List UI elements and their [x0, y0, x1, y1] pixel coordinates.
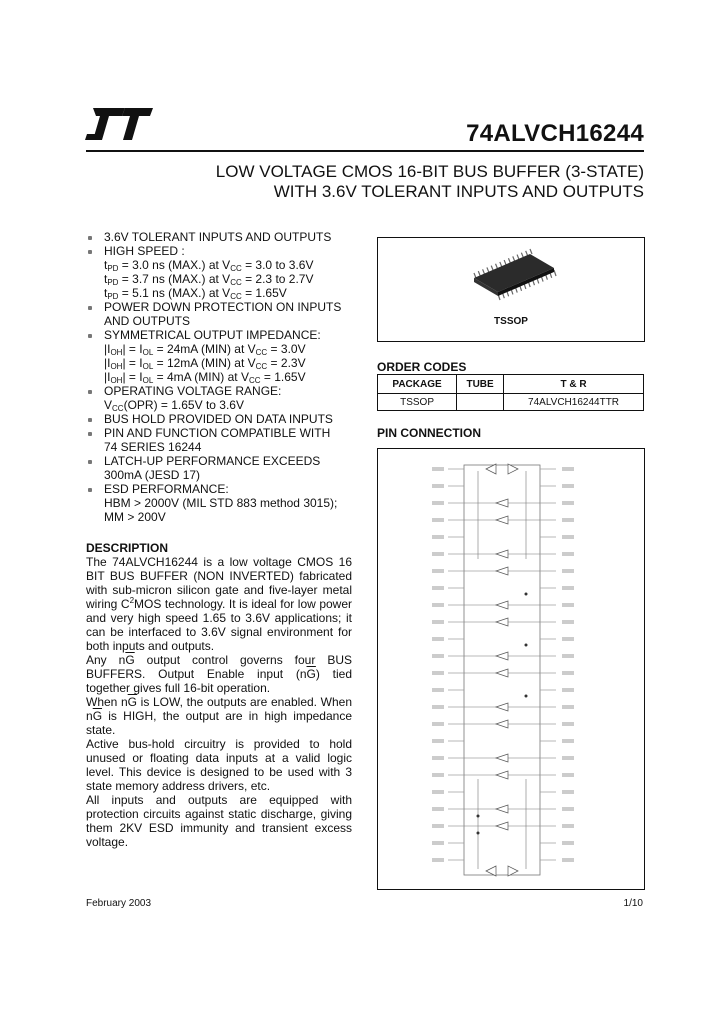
- bullet-icon: [88, 236, 92, 240]
- buffer-symbol: [496, 567, 508, 575]
- pin-label-mark: [432, 807, 444, 811]
- pin-label-mark: [562, 705, 574, 709]
- pin-label-mark: [562, 535, 574, 539]
- pin-label-mark: [562, 552, 574, 556]
- junction-dot: [477, 832, 480, 835]
- enable-buffer: [486, 866, 496, 876]
- pin-label-mark: [432, 739, 444, 743]
- description-heading: DESCRIPTION: [86, 541, 169, 555]
- pin-label-mark: [562, 637, 574, 641]
- pin-label-mark: [432, 603, 444, 607]
- pin-label-mark: [432, 688, 444, 692]
- pin-label-mark: [562, 671, 574, 675]
- bullet-icon: [88, 250, 92, 254]
- feature-item: 3.6V TOLERANT INPUTS AND OUTPUTS: [88, 230, 358, 244]
- subtitle-line-1: LOW VOLTAGE CMOS 16-BIT BUS BUFFER (3-STATE): [215, 162, 644, 181]
- pin-label-mark: [432, 620, 444, 624]
- st-logo: [85, 104, 155, 144]
- pin-label-mark: [562, 688, 574, 692]
- pin-label-mark: [432, 552, 444, 556]
- feature-item: POWER DOWN PROTECTION ON INPUTS AND OUTPUTS: [88, 300, 358, 328]
- pin-label-mark: [562, 841, 574, 845]
- speed-spec: $t_{PD} = 3.7$ ns (MAX.) at $V_{CC} = 2.3$ to 2.7V: [104, 272, 314, 287]
- pin-label-mark: [432, 654, 444, 658]
- impedance-spec: $|I_{OH}| = I_{OL} = 12mA$ (MIN) at $V_{CC} = 2.3V$: [104, 356, 306, 371]
- bullet-icon: [88, 390, 92, 394]
- pin-label-mark: [562, 518, 574, 522]
- buffer-symbol: [496, 601, 508, 609]
- features-list: [88, 230, 358, 524]
- pin-label-mark: [562, 484, 574, 488]
- feature-item: HIGH SPEED : $t_{PD} = 3.0$ ns (MAX.) at $V_{CC} = 3.0$ to 3.6V $t_{PD} = 3.7$ ns (MAX.) at $V_{CC} = 2.3$ to 2.7V $t_{PD} = 5.1$ ns (MAX.) at $V_{CC} = 1.65V$: [88, 244, 358, 300]
- bullet-icon: [88, 306, 92, 310]
- chip-outline: [464, 465, 540, 875]
- junction-dot: [525, 593, 528, 596]
- pin-label-mark: [432, 790, 444, 794]
- enable-buffer: [508, 866, 518, 876]
- junction-dot: [477, 815, 480, 818]
- pin-connection-diagram: [378, 449, 644, 889]
- junction-dot: [525, 644, 528, 647]
- footer-date: February 2003: [86, 898, 152, 909]
- buffer-symbol: [496, 618, 508, 626]
- table-header-row: PACKAGE TUBE T & R: [378, 375, 644, 394]
- buffer-symbol: [496, 703, 508, 711]
- speed-spec: $t_{PD} = 3.0$ ns (MAX.) at $V_{CC} = 3.0$ to 3.6V: [104, 258, 314, 273]
- pin-label-mark: [562, 501, 574, 505]
- header-rule: [86, 150, 644, 152]
- pin-label-mark: [432, 569, 444, 573]
- subtitle-line-2: WITH 3.6V TOLERANT INPUTS AND OUTPUTS: [273, 182, 644, 201]
- buffer-symbol: [496, 652, 508, 660]
- pin-label-mark: [562, 858, 574, 862]
- feature-item: PIN AND FUNCTION COMPATIBLE WITH 74 SERIES 16244: [88, 426, 358, 454]
- pin-connection-box: [377, 448, 645, 890]
- pin-label-mark: [562, 722, 574, 726]
- table-row: TSSOP 74ALVCH16244TTR: [378, 394, 644, 411]
- speed-spec: $t_{PD} = 5.1$ ns (MAX.) at $V_{CC} = 1.65V$: [104, 286, 287, 301]
- buffer-symbol: [496, 499, 508, 507]
- pin-label-mark: [562, 807, 574, 811]
- pin-label-mark: [562, 620, 574, 624]
- buffer-symbol: [496, 669, 508, 677]
- pin-label-mark: [432, 467, 444, 471]
- pin-label-mark: [432, 637, 444, 641]
- pin-label-mark: [562, 824, 574, 828]
- buffer-symbol: [496, 754, 508, 762]
- buffer-symbol: [496, 516, 508, 524]
- pin-label-mark: [432, 756, 444, 760]
- description-paragraph: When $n\overline{G}$ is LOW, the outputs are enabled. When $n\overline{G}$ is HIGH, the output are in high impedance state.: [86, 695, 352, 737]
- pin-label-mark: [562, 790, 574, 794]
- pin-label-mark: [562, 756, 574, 760]
- junction-dot: [525, 695, 528, 698]
- description-paragraph: The 74ALVCH16244 is a low voltage CMOS 16 BIT BUS BUFFER (NON INVERTED) fabricated with sub-micron silicon gate and five-layer metal wiring $C^2MOS$ technology. It is ideal for low power and very high speed 1.65 to 3.6V applications; it can be interfaced to 3.6V signal environment for both inputs and outputs.: [86, 555, 353, 653]
- order-codes-heading: ORDER CODES: [377, 360, 467, 374]
- package-label: TSSOP: [494, 316, 528, 327]
- pin-label-mark: [432, 535, 444, 539]
- feature-item: OPERATING VOLTAGE RANGE: $V_{CC}(OPR) = 1.65V$ to 3.6V: [88, 384, 358, 412]
- pin-label-mark: [432, 773, 444, 777]
- bullet-icon: [88, 334, 92, 338]
- impedance-spec: $|I_{OH}| = I_{OL} = 24mA$ (MIN) at $V_{CC} = 3.0V$: [104, 342, 306, 357]
- bullet-icon: [88, 418, 92, 422]
- description-paragraph: Active bus-hold circuitry is provided to hold unused or floating data inputs at a valid logic level. This device is designed to be used with 3 state memory address drivers, etc.: [86, 737, 352, 793]
- feature-item: ESD PERFORMANCE: HBM > 2000V (MIL STD 883 method 3015); MM > 200V: [88, 482, 358, 524]
- footer-page-number: 1/10: [623, 898, 643, 909]
- pin-label-mark: [432, 722, 444, 726]
- pin-label-mark: [432, 518, 444, 522]
- pin-label-mark: [432, 858, 444, 862]
- pin-label-mark: [562, 739, 574, 743]
- enable-buffer: [486, 464, 496, 474]
- feature-item: SYMMETRICAL OUTPUT IMPEDANCE: $|I_{OH}| = I_{OL} = 24mA$ (MIN) at $V_{CC} = 3.0V$ $|I_{OH}| = I_{OL} = 12mA$ (MIN) at $V_{CC} = 2.3V$ $|I_{OH}| = I_{OL} = 4mA$ (MIN) at $V_{CC} = 1.65V$: [88, 328, 358, 384]
- operating-range: $V_{CC}(OPR) = 1.65V$ to 3.6V: [104, 398, 244, 413]
- pin-label-mark: [432, 705, 444, 709]
- feature-item: BUS HOLD PROVIDED ON DATA INPUTS: [88, 412, 358, 426]
- bullet-icon: [88, 460, 92, 464]
- description-body: [86, 555, 352, 849]
- pin-label-mark: [562, 467, 574, 471]
- pin-label-mark: [432, 841, 444, 845]
- package-image-box: [377, 237, 645, 342]
- pin-label-mark: [432, 824, 444, 828]
- pin-label-mark: [562, 773, 574, 777]
- buffer-symbol: [496, 720, 508, 728]
- bullet-icon: [88, 432, 92, 436]
- pin-label-mark: [562, 586, 574, 590]
- pin-label-mark: [562, 569, 574, 573]
- pin-label-mark: [562, 603, 574, 607]
- impedance-spec: $|I_{OH}| = I_{OL} = 4mA$ (MIN) at $V_{CC} = 1.65V$: [104, 370, 306, 385]
- buffer-symbol: [496, 771, 508, 779]
- part-number: 74ALVCH16244: [466, 120, 644, 147]
- pin-label-mark: [562, 654, 574, 658]
- pin-connection-heading: PIN CONNECTION: [377, 426, 482, 440]
- pin-label-mark: [432, 671, 444, 675]
- buffer-symbol: [496, 822, 508, 830]
- description-paragraph: Any $n\overline{G}$ output control governs four BUS BUFFERS. Output Enable input $(n\overline{G})$ tied together gives full 16-bit operation.: [86, 653, 353, 695]
- pin-label-mark: [432, 501, 444, 505]
- buffer-symbol: [496, 550, 508, 558]
- enable-buffer: [508, 464, 518, 474]
- description-paragraph: All inputs and outputs are equipped with protection circuits against static discharge, giving them 2KV ESD immunity and transient excess voltage.: [86, 793, 352, 849]
- buffer-symbol: [496, 805, 508, 813]
- feature-item: LATCH-UP PERFORMANCE EXCEEDS 300mA (JESD 17): [88, 454, 358, 482]
- tssop-chip-image: [468, 248, 568, 306]
- bullet-icon: [88, 488, 92, 492]
- pin-label-mark: [432, 586, 444, 590]
- pin-label-mark: [432, 484, 444, 488]
- order-codes-table: [377, 374, 644, 411]
